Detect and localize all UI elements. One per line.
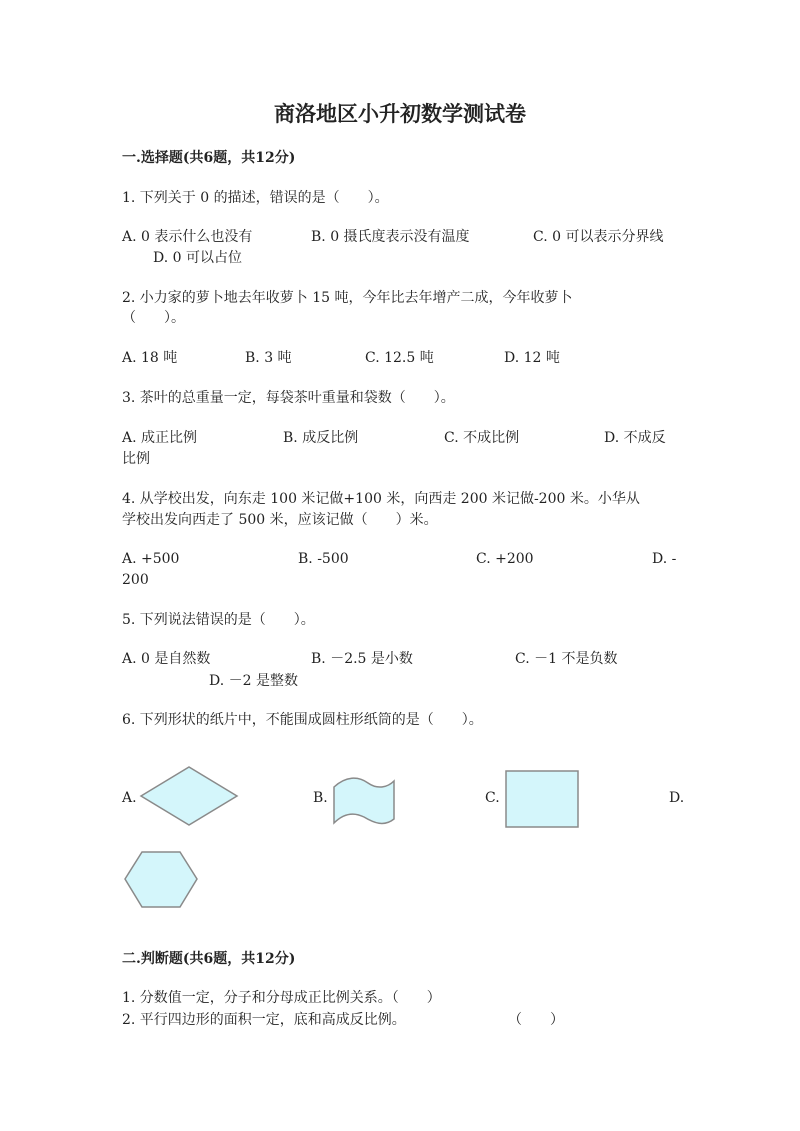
- section-heading-true-false: 二.判断题(共6题，共12分): [122, 951, 296, 967]
- question-1-stem: 1. 下列关于 0 的描述，错误的是（ ）。: [122, 190, 389, 206]
- question-4-option-a: A. +500: [122, 551, 180, 567]
- question-4-stem-line-2: 学校出发向西走了 500 米，应该记做（ ）米。: [122, 512, 438, 528]
- rhombus-shape-icon: [140, 766, 238, 826]
- question-4-option-d: D. -: [652, 551, 677, 567]
- question-5-stem: 5. 下列说法错误的是（ ）。: [122, 612, 315, 628]
- judgment-item-2-bracket: （ ）: [508, 1012, 564, 1028]
- wave-flag-shape-icon: [332, 775, 396, 827]
- page-title: 商洛地区小升初数学测试卷: [274, 101, 526, 126]
- question-4-option-d-wrap: 200: [122, 572, 149, 588]
- question-2-option-c: C. 12.5 吨: [365, 350, 434, 366]
- hexagon-shape-icon: [124, 851, 198, 908]
- question-4-option-b: B. -500: [298, 551, 349, 567]
- question-5-option-a: A. 0 是自然数: [122, 651, 211, 667]
- question-5-option-c: C. －1 不是负数: [515, 651, 618, 667]
- question-1-option-a: A. 0 表示什么也没有: [122, 229, 253, 245]
- question-2-option-a: A. 18 吨: [122, 350, 178, 366]
- question-1-option-b: B. 0 摄氏度表示没有温度: [311, 229, 470, 245]
- judgment-item-1: 1. 分数值一定，分子和分母成正比例关系。（ ）: [122, 990, 441, 1006]
- section-heading-choice: 一.选择题(共6题，共12分): [122, 150, 296, 166]
- question-6-option-c: C.: [485, 790, 500, 806]
- question-3-option-c: C. 不成比例: [444, 430, 520, 446]
- question-3-option-b: B. 成反比例: [283, 430, 359, 446]
- question-5-option-b: B. －2.5 是小数: [311, 651, 413, 667]
- question-4-option-c: C. +200: [476, 551, 534, 567]
- question-3-option-a: A. 成正比例: [122, 430, 198, 446]
- question-6-option-b: B.: [313, 790, 328, 806]
- question-2-option-d: D. 12 吨: [504, 350, 560, 366]
- question-2-option-b: B. 3 吨: [245, 350, 292, 366]
- question-5-option-d: D. －2 是整数: [209, 673, 298, 689]
- question-3-option-d-wrap: 比例: [122, 451, 150, 467]
- question-3-stem: 3. 茶叶的总重量一定，每袋茶叶重量和袋数（ ）。: [122, 390, 455, 406]
- question-2-stem-line-1: 2. 小力家的萝卜地去年收萝卜 15 吨，今年比去年增产二成，今年收萝卜: [122, 290, 573, 306]
- rectangle-shape-icon: [505, 770, 579, 828]
- question-2-stem-line-2: （ ）。: [122, 310, 185, 326]
- question-3-option-d: D. 不成反: [604, 430, 666, 446]
- question-6-option-a: A.: [122, 790, 137, 806]
- question-4-stem-line-1: 4. 从学校出发，向东走 100 米记做+100 米，向西走 200 米记做-200 米。小华从: [122, 491, 640, 507]
- question-1-option-d: D. 0 可以占位: [153, 250, 242, 266]
- question-6-option-d: D.: [669, 790, 685, 806]
- question-1-option-c: C. 0 可以表示分界线: [533, 229, 664, 245]
- judgment-item-2: 2. 平行四边形的面积一定，底和高成反比例。: [122, 1012, 406, 1028]
- question-6-stem: 6. 下列形状的纸片中，不能围成圆柱形纸筒的是（ ）。: [122, 712, 483, 728]
